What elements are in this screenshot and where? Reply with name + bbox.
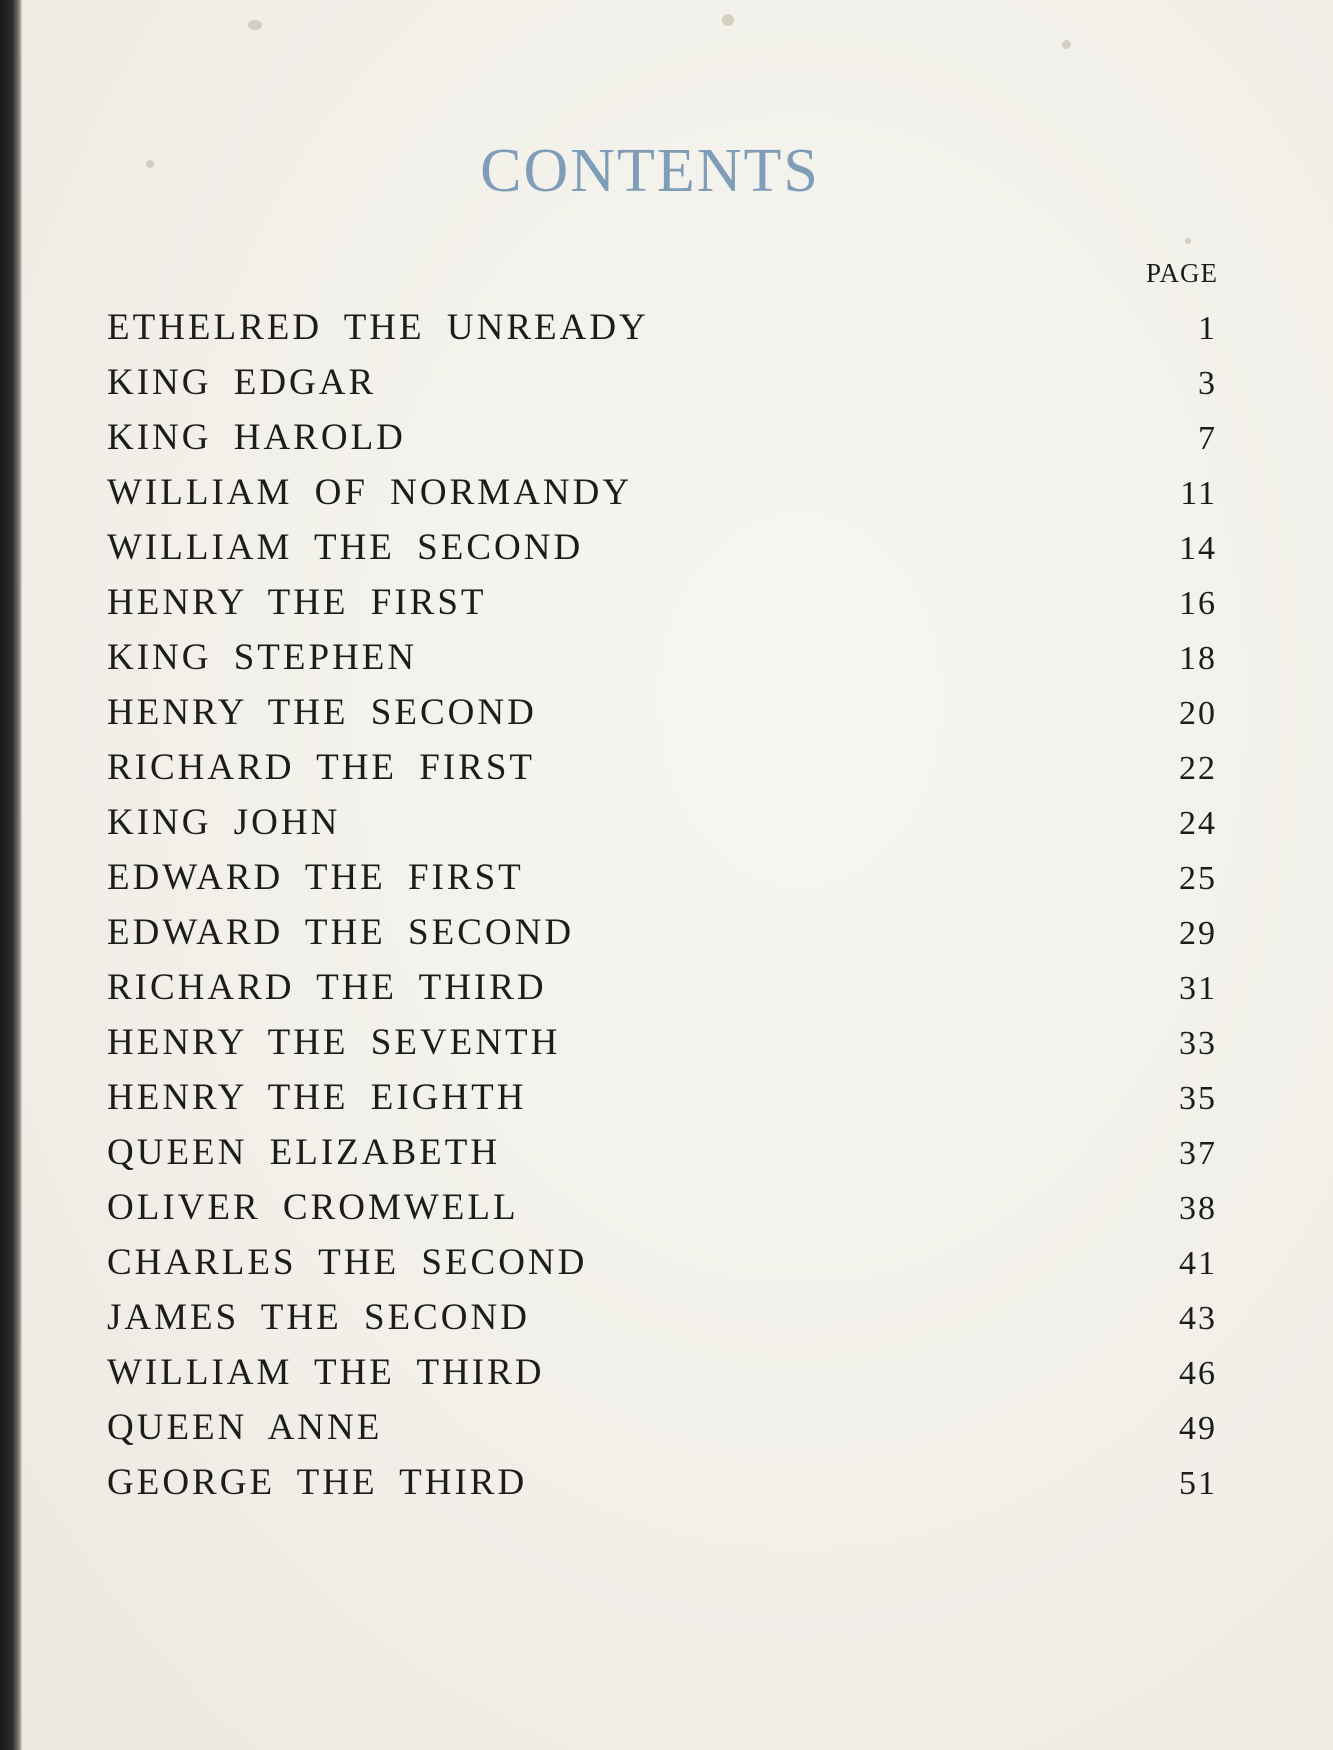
toc-entry [107,1345,1217,1400]
toc-entry-page-number: 18 [1179,640,1217,677]
toc-entry [107,1015,1217,1070]
toc-entry-page-number: 25 [1179,860,1217,897]
toc-entry [107,740,1217,795]
toc-entry-title: KING EDGAR [107,362,377,403]
book-spine-edge [0,0,22,1750]
toc-entry-page-number: 3 [1198,365,1217,402]
toc-entry [107,1235,1217,1290]
toc-entry-page-number: 16 [1179,585,1217,622]
toc-entry [107,520,1217,575]
toc-entry-title: QUEEN ELIZABETH [107,1132,501,1173]
toc-entry-title: EDWARD THE FIRST [107,857,524,898]
toc-entry-title: RICHARD THE FIRST [107,747,536,788]
toc-entry-page-number: 46 [1179,1355,1217,1392]
toc-entry-title: RICHARD THE THIRD [107,967,547,1008]
toc-entry-title: GEORGE THE THIRD [107,1462,528,1503]
toc-entry [107,850,1217,905]
toc-entry-page-number: 31 [1179,970,1217,1007]
table-of-contents [107,300,1217,1510]
toc-entry-title: HENRY THE EIGHTH [107,1077,527,1118]
toc-entry-title: WILLIAM THE SECOND [107,527,584,568]
toc-entry-title: WILLIAM THE THIRD [107,1352,545,1393]
toc-entry [107,1125,1217,1180]
toc-entry [107,1290,1217,1345]
toc-entry-page-number: 24 [1179,805,1217,842]
toc-entry-title: JAMES THE SECOND [107,1297,530,1338]
toc-entry [107,960,1217,1015]
toc-entry [107,575,1217,630]
toc-entry [107,630,1217,685]
toc-entry [107,1070,1217,1125]
page-title: CONTENTS [480,137,820,205]
toc-entry-title: EDWARD THE SECOND [107,912,575,953]
toc-entry-page-number: 29 [1179,915,1217,952]
toc-entry-page-number: 11 [1180,475,1217,512]
toc-entry-page-number: 7 [1198,420,1217,457]
paper-speck [248,20,262,30]
toc-entry [107,300,1217,355]
toc-entry-page-number: 14 [1179,530,1217,567]
page-column-label: PAGE [1145,258,1218,288]
toc-entry [107,1180,1217,1235]
toc-entry-page-number: 51 [1179,1465,1217,1502]
toc-entry-page-number: 20 [1179,695,1217,732]
paper-speck [722,14,734,26]
toc-entry [107,465,1217,520]
toc-entry-title: QUEEN ANNE [107,1407,383,1448]
paper-speck [1185,238,1191,244]
toc-entry-title: ETHELRED THE UNREADY [107,307,649,348]
toc-entry-title: OLIVER CROMWELL [107,1187,519,1228]
paper-speck [1062,40,1071,49]
toc-entry-page-number: 41 [1179,1245,1217,1282]
toc-entry-title: HENRY THE FIRST [107,582,487,623]
toc-entry-title: KING HAROLD [107,417,406,458]
toc-entry-title: CHARLES THE SECOND [107,1242,588,1283]
toc-entry [107,410,1217,465]
toc-entry-page-number: 37 [1179,1135,1217,1172]
toc-entry [107,1400,1217,1455]
toc-entry-page-number: 22 [1179,750,1217,787]
toc-entry-page-number: 49 [1179,1410,1217,1447]
toc-entry [107,905,1217,960]
toc-entry [107,795,1217,850]
toc-entry-page-number: 35 [1179,1080,1217,1117]
toc-entry-title: KING JOHN [107,802,341,843]
toc-entry-title: HENRY THE SECOND [107,692,537,733]
toc-entry-page-number: 33 [1179,1025,1217,1062]
toc-entry [107,355,1217,410]
toc-entry-page-number: 38 [1179,1190,1217,1227]
toc-entry-title: KING STEPHEN [107,637,418,678]
toc-entry [107,685,1217,740]
toc-entry-page-number: 43 [1179,1300,1217,1337]
toc-entry-page-number: 1 [1198,310,1217,347]
toc-entry-title: WILLIAM OF NORMANDY [107,472,633,513]
toc-entry-title: HENRY THE SEVENTH [107,1022,561,1063]
toc-entry [107,1455,1217,1510]
